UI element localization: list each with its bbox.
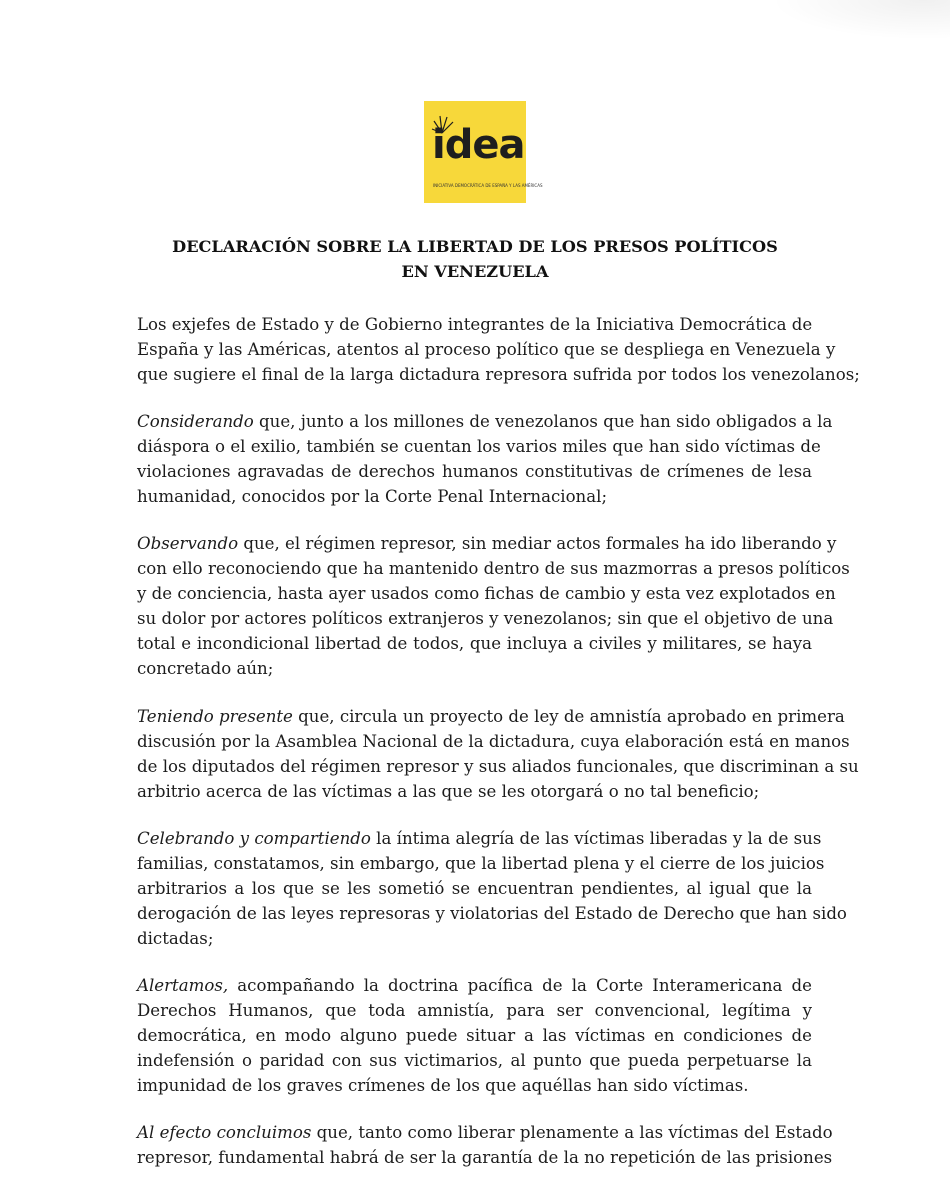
body-line bbox=[137, 975, 812, 997]
body-line bbox=[137, 878, 812, 900]
body-line-text: violaciones agravadas de derechos humanos constitutivas de crímenes de lesa bbox=[137, 462, 812, 481]
body-line-text: arbitrio acerca de las víctimas a las que se les otorgará o no tal beneficio; bbox=[137, 782, 760, 801]
body-line-text: democrática, en modo alguno puede situar a las víctimas en condiciones de bbox=[137, 1026, 812, 1045]
document-title-line-1: DECLARACIÓN SOBRE LA LIBERTAD DE LOS PRESOS POLÍTICOS bbox=[172, 237, 778, 256]
document-title-line-2: EN VENEZUELA bbox=[401, 262, 549, 281]
body-line bbox=[137, 828, 822, 850]
body-line bbox=[137, 1122, 833, 1144]
paragraph-lead-phrase: Alertamos, bbox=[137, 976, 229, 995]
paragraph-lead-phrase: Celebrando y compartiendo bbox=[137, 829, 371, 848]
body-line bbox=[137, 314, 812, 336]
body-line-text: dictadas; bbox=[137, 929, 214, 948]
body-line bbox=[137, 461, 812, 483]
body-line bbox=[137, 583, 836, 605]
paragraph-lead-phrase: Al efecto concluimos bbox=[137, 1123, 312, 1142]
body-line-text: impunidad de los graves crímenes de los que aquéllas han sido víctimas. bbox=[137, 1076, 749, 1095]
body-line bbox=[137, 1075, 812, 1097]
body-line bbox=[137, 608, 834, 630]
body-line-text: de los diputados del régimen represor y sus aliados funcionales, que discriminan a su bbox=[137, 757, 859, 776]
body-line bbox=[137, 706, 845, 728]
paragraph-lead-phrase: Teniendo presente bbox=[137, 707, 293, 726]
body-line bbox=[137, 1025, 812, 1047]
body-line-text: que sugiere el final de la larga dictadura represora sufrida por todos los venezolanos; bbox=[137, 365, 860, 384]
body-line bbox=[137, 486, 812, 508]
body-line bbox=[137, 731, 850, 753]
body-line bbox=[137, 558, 850, 580]
paragraph-lead-phrase: Considerando bbox=[137, 412, 254, 431]
body-line-text: la íntima alegría de las víctimas liberadas y la de sus bbox=[370, 829, 822, 848]
body-line-text: Los exjefes de Estado y de Gobierno integrantes de la Iniciativa Democrática de bbox=[137, 315, 813, 334]
idea-logo bbox=[424, 101, 543, 203]
body-line bbox=[137, 781, 812, 803]
body-line bbox=[137, 339, 836, 361]
body-line-text: que, tanto como liberar plenamente a las víctimas del Estado bbox=[311, 1123, 833, 1142]
body-line bbox=[137, 633, 812, 655]
body-line-text: su dolor por actores políticos extranjeros y venezolanos; sin que el objetivo de una bbox=[137, 609, 834, 628]
body-line bbox=[137, 533, 837, 555]
body-line-text: indefensión o paridad con sus victimarios, al punto que pueda perpetuarse la bbox=[137, 1051, 812, 1070]
body-line bbox=[137, 756, 859, 778]
body-line bbox=[137, 658, 812, 680]
body-line-text: que, el régimen represor, sin mediar actos formales ha ido liberando y bbox=[238, 534, 837, 553]
body-line bbox=[137, 436, 821, 458]
body-line-text: con ello reconociendo que ha mantenido dentro de sus mazmorras a presos políticos bbox=[137, 559, 850, 578]
body-line-text: diáspora o el exilio, también se cuentan los varios miles que han sido víctimas de bbox=[137, 437, 821, 456]
body-line-text: acompañando la doctrina pacífica de la Corte Interamericana de bbox=[228, 976, 812, 995]
body-line bbox=[137, 1050, 812, 1072]
body-line-text: arbitrarios a los que se les sometió se encuentran pendientes, al igual que la bbox=[137, 879, 812, 898]
body-line-text: y de conciencia, hasta ayer usados como fichas de cambio y esta vez explotados en bbox=[137, 584, 836, 603]
body-line-text: concretado aún; bbox=[137, 659, 274, 678]
body-line-text: humanidad, conocidos por la Corte Penal Internacional; bbox=[137, 487, 608, 506]
body-line-text: represor, fundamental habrá de ser la garantía de la no repetición de las prisiones bbox=[137, 1148, 833, 1167]
body-line bbox=[137, 411, 833, 433]
body-line-text: total e incondicional libertad de todos, que incluya a civiles y militares, se haya bbox=[137, 634, 812, 653]
body-line-text: Derechos Humanos, que toda amnistía, para ser convencional, legítima y bbox=[137, 1001, 812, 1020]
body-line-text: derogación de las leyes represoras y violatorias del Estado de Derecho que han sido bbox=[137, 904, 847, 923]
body-line bbox=[137, 853, 825, 875]
body-line-text: España y las Américas, atentos al proceso político que se despliega en Venezuela y bbox=[137, 340, 836, 359]
body-line-text: que, junto a los millones de venezolanos que han sido obligados a la bbox=[253, 412, 833, 431]
body-line-text: discusión por la Asamblea Nacional de la dictadura, cuya elaboración está en manos bbox=[137, 732, 850, 751]
body-line bbox=[137, 1000, 812, 1022]
body-line bbox=[137, 903, 847, 925]
paragraph-lead-phrase: Observando bbox=[137, 534, 239, 553]
body-line bbox=[137, 1147, 833, 1169]
logo-wordmark: idea bbox=[432, 122, 525, 168]
body-line-text: familias, constatamos, sin embargo, que la libertad plena y el cierre de los juicios bbox=[137, 854, 825, 873]
body-line bbox=[137, 364, 860, 386]
body-line bbox=[137, 928, 812, 950]
body-line-text: que, circula un proyecto de ley de amnistía aprobado en primera bbox=[292, 707, 845, 726]
logo-tagline: INICIATIVA DEMOCRÁTICA DE ESPAÑA Y LAS AMÉRICAS bbox=[433, 183, 543, 188]
